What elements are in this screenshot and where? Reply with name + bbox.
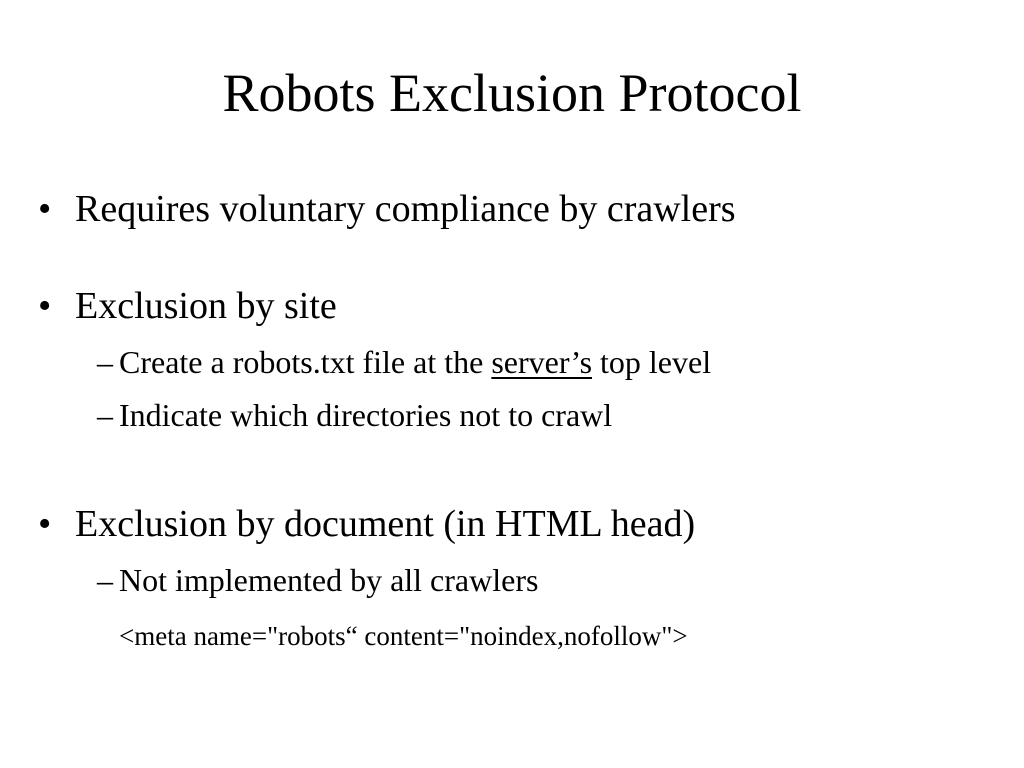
dash-icon: – [97,397,113,433]
bullet-voluntary-compliance: Requires voluntary compliance by crawlers [75,188,736,230]
bullet-icon: • [38,285,52,327]
server-link[interactable]: server’s [491,344,593,380]
dash-icon: – [97,562,113,598]
bullet-exclusion-by-document: Exclusion by document (in HTML head) [75,503,696,545]
subitem-indicate-directories: Indicate which directories not to crawl [119,397,613,433]
meta-tag-example: <meta name="robots“ content="noindex,nofollow"> [119,621,688,651]
subitem-create-robots-file [119,342,711,382]
bullet-icon: • [38,188,52,230]
bullet-icon: • [38,503,52,545]
subitem-text: Create a robots.txt file at the [119,344,492,380]
subitem-not-implemented: Not implemented by all crawlers [119,562,539,598]
bullet-exclusion-by-site: Exclusion by site [75,285,337,327]
dash-icon: – [97,344,113,380]
subitem-text: top level [592,344,712,380]
slide-title: Robots Exclusion Protocol [222,63,802,123]
